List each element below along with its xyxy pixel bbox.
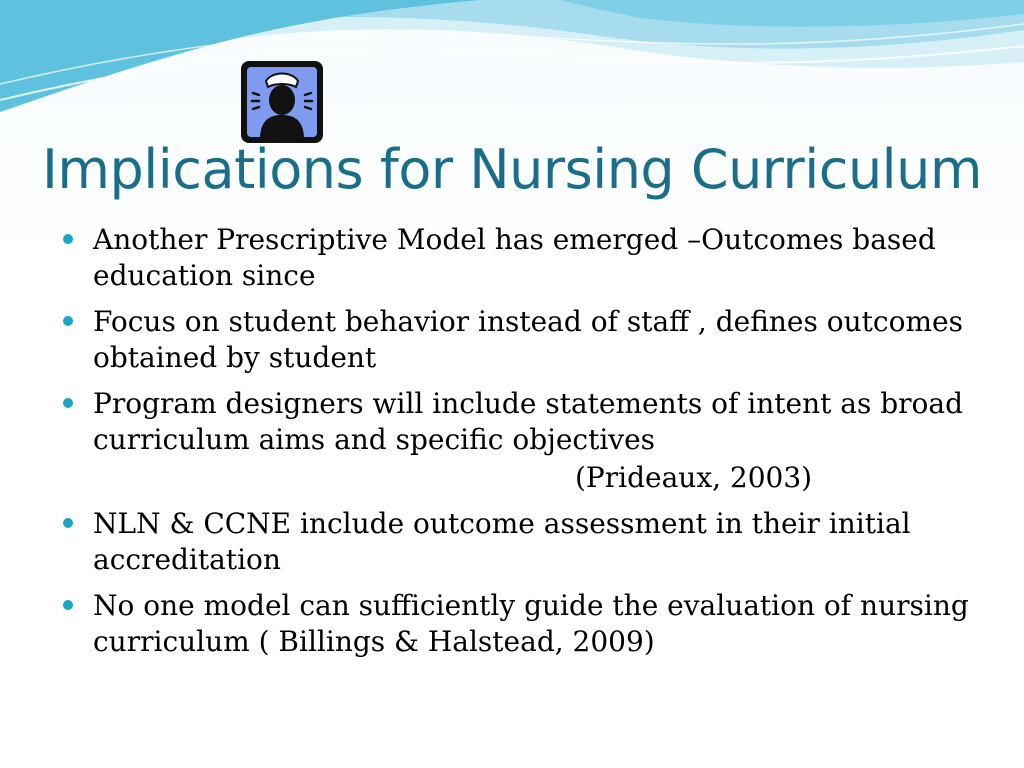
bullet-text: NLN & CCNE include outcome assessment in their initial accreditation: [93, 507, 911, 576]
bullet-text: Program designers will include statements of intent as broad curriculum aims and specific objectives: [93, 387, 963, 456]
bullet-item: [62, 222, 982, 294]
bullet-list: [62, 222, 982, 670]
bullet-item: [62, 506, 982, 578]
bullet-item: [62, 588, 982, 660]
bullet-dot-icon: [63, 518, 73, 528]
bullet-item: [62, 304, 982, 376]
bullet-dot-icon: [63, 234, 73, 244]
bullet-text: Another Prescriptive Model has emerged –Outcomes based education since: [93, 223, 936, 292]
bullet-text: Focus on student behavior instead of staff , defines outcomes obtained by student: [93, 305, 963, 374]
citation-text: (Prideaux, 2003): [575, 461, 813, 494]
citation-line: [62, 460, 982, 496]
slide-title: Implications for Nursing Curriculum: [42, 138, 982, 201]
nurse-icon: [239, 59, 325, 145]
bullet-dot-icon: [63, 600, 73, 610]
bullet-item: [62, 386, 982, 458]
bullet-dot-icon: [63, 398, 73, 408]
bullet-dot-icon: [63, 316, 73, 326]
bullet-text: No one model can sufficiently guide the evaluation of nursing curriculum ( Billings & Halstead, 2009): [93, 589, 969, 658]
header-wave-decoration: [0, 0, 1024, 130]
